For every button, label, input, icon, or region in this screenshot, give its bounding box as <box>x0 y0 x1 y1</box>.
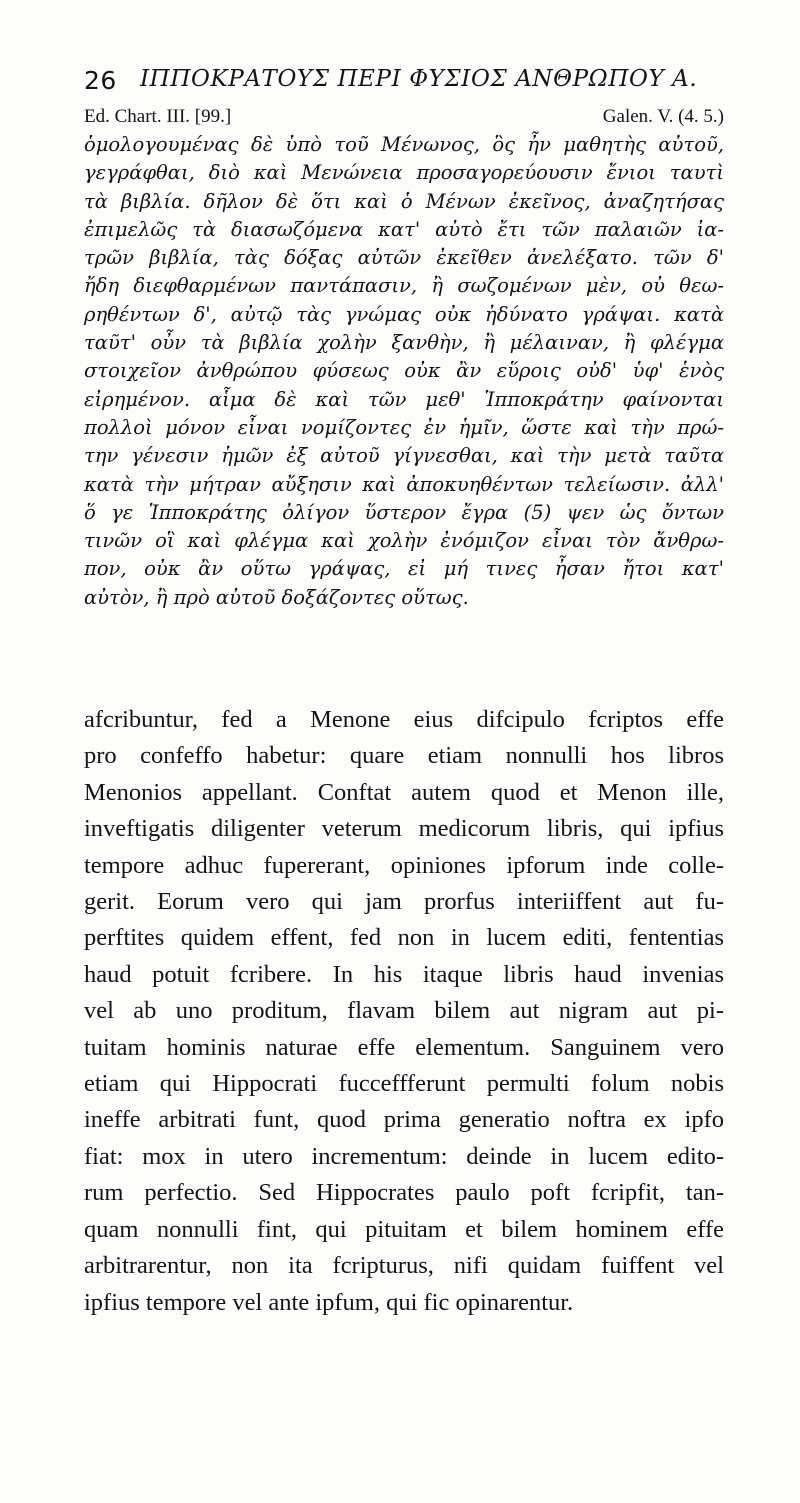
greek-line: πολλοὶ μόνον εἶναι νομίζοντες ἐν ἡμῖν, ὥστε καὶ τὴν πρώ- <box>84 415 724 439</box>
greek-line: την γένεσιν ἡμῶν ἐξ αὐτοῦ γίγνεσθαι, καὶ τὴν μετὰ ταῦτα <box>84 444 724 468</box>
latin-line: fiat: mox in utero incrementum: deinde in lucem edito- <box>84 1142 724 1170</box>
latin-line: gerit. Eorum vero qui jam prorfus interiiffent aut fu- <box>84 888 724 916</box>
latin-line: afcribuntur, fed a Menone eius difcipulo fcriptos effe <box>84 706 724 733</box>
latin-text <box>84 702 724 1321</box>
latin-line: vel ab uno proditum, flavam bilem aut nigram aut pi- <box>84 997 724 1025</box>
greek-text <box>84 131 724 612</box>
greek-line: γεγράφθαι, διὸ καὶ Μενώνεια προσαγορεύουσιν ἔνιοι ταυτὶ <box>84 161 724 185</box>
greek-line: ρηθέντων δ', αὐτῷ τὰς γνώμας οὐκ ἠδύνατο γράψαι. κατὰ <box>84 302 724 326</box>
latin-line: ineffe arbitrati funt, quod prima generatio noftra ex ipfo <box>84 1106 724 1134</box>
latin-line: arbitrarentur, non ita fcripturus, nifi quidam fuiffent vel <box>84 1252 724 1280</box>
greek-line: ἐπιμελῶς τὰ διασωζόμενα κατ' αὐτὸ ἔτι τῶν παλαιῶν ἰα- <box>84 217 724 241</box>
latin-line: quam nonnulli fint, qui pituitam et bilem hominem effe <box>84 1215 724 1243</box>
greek-line: στοιχεῖον ἀνθρώπου φύσεως οὐκ ἂν εὕροις οὐδ' ὑφ' ἑνὸς <box>84 359 724 383</box>
greek-line: ὁμολογουμένας δὲ ὑπὸ τοῦ Μένωνος, ὃς ἦν μαθητὴς αὐτοῦ, <box>84 133 724 156</box>
greek-line: τινῶν οἳ καὶ φλέγμα καὶ χολὴν ἐνόμιζον εἶναι τὸν ἄνθρω- <box>84 529 724 553</box>
running-head <box>84 66 734 100</box>
greek-line: εἰρημένον. αἷμα δὲ καὶ τῶν μεθ' Ἱπποκράτην φαίνονται <box>84 387 724 411</box>
greek-line: ταῦτ' οὖν τὰ βιβλία χολὴν ξανθὴν, ἢ μέλαιναν, ἢ φλέγμα <box>84 331 724 355</box>
greek-line: πον, οὐκ ἂν οὕτω γράψας, εἰ μή τινες ἦσαν ἤτοι κατ' <box>84 557 724 581</box>
latin-line: rum perfectio. Sed Hippocrates paulo poft fcripfit, tan- <box>84 1179 724 1207</box>
latin-line: etiam qui Hippocrati fucceffferunt permulti folum nobis <box>84 1070 724 1098</box>
greek-line: αὐτὸν, ἢ πρὸ αὐτοῦ δοξάζοντες οὕτως. <box>84 585 469 609</box>
latin-line: Menonios appellant. Conftat autem quod et Menon ille, <box>84 778 724 806</box>
chartier-reference: Ed. Chart. III. [99.] <box>84 106 232 127</box>
galen-reference: Galen. V. (4. 5.) <box>602 106 724 127</box>
greek-line: κατὰ τὴν μήτραν αὔξησιν καὶ ἀποκυηθέντων τελείωσιν. ἀλλ' <box>84 472 724 496</box>
greek-line: τὰ βιβλία. δῆλον δὲ ὅτι καὶ ὁ Μένων ἐκεῖνος, ἀναζητήσας <box>84 189 724 213</box>
latin-line: ipfius tempore vel ante ipfum, qui fic opinarentur. <box>84 1288 574 1316</box>
latin-line: tempore adhuc fupererant, opiniones ipforum inde colle- <box>84 851 724 879</box>
latin-line: pro confeffo habetur: quare etiam nonnulli hos libros <box>84 742 724 770</box>
running-title: ΙΠΠΟΚΡΑΤΟΥΣ ΠΕΡΙ ΦΥΣΙΟΣ ΑΝΘΡΩΠΟΥ Α. <box>140 66 698 92</box>
edition-reference <box>84 106 724 132</box>
latin-line: perftites quidem effent, fed non in lucem editi, fententias <box>84 924 724 952</box>
latin-line: tuitam hominis naturae effe elementum. Sanguinem vero <box>84 1033 724 1061</box>
greek-line: ἤδη διεφθαρμένων παντάπασιν, ἢ σωζομένων μὲν, οὐ θεω- <box>84 274 724 298</box>
latin-line: inveftigatis diligenter veterum medicorum libris, qui ipfius <box>84 815 724 843</box>
greek-line: τρῶν βιβλία, τὰς δόξας αὐτῶν ἐκεῖθεν ἀνελέξατο. τῶν δ' <box>84 246 724 270</box>
greek-line: ὅ γε Ἱπποκράτης ὀλίγον ὕστερον ἔγρα (5) ψεν ὡς ὄντων <box>84 500 724 524</box>
latin-line: haud potuit fcribere. In his itaque libris haud invenias <box>84 960 724 988</box>
page-number: 26 <box>84 66 117 95</box>
